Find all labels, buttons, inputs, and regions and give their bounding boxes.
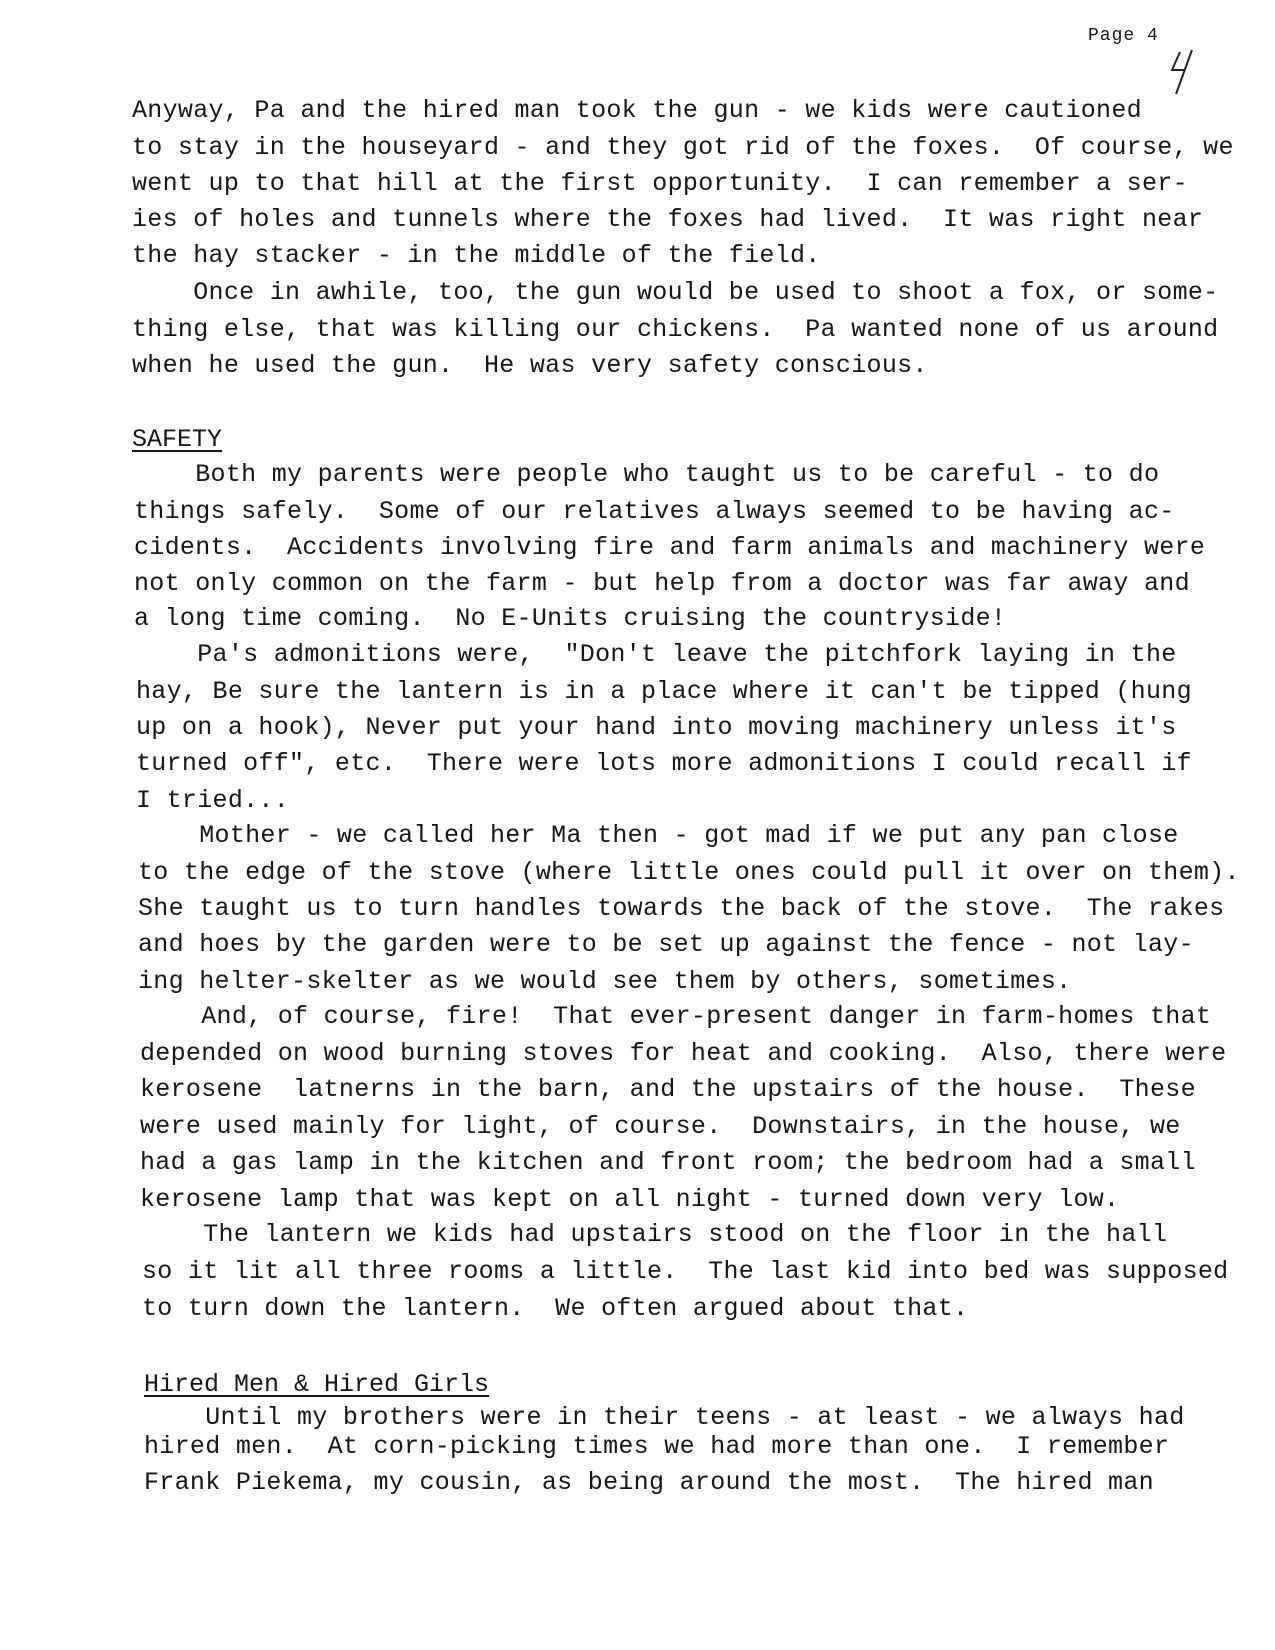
page-number: Page 4 xyxy=(1088,26,1159,46)
body-line: Once in awhile, too, the gun would be used to shoot a fox, or some- xyxy=(132,278,1219,307)
body-line: went up to that hill at the first opportunity. I can remember a ser- xyxy=(132,169,1188,198)
body-line: kerosene latnerns in the barn, and the upstairs of the house. These xyxy=(140,1075,1196,1104)
body-line: Pa's admonitions were, "Don't leave the pitchfork laying in the xyxy=(136,640,1177,669)
body-line: to turn down the lantern. We often argued about that. xyxy=(142,1294,969,1323)
body-line: The lantern we kids had upstairs stood on the floor in the hall xyxy=(142,1220,1168,1249)
body-line: kerosene lamp that was kept on all night - turned down very low. xyxy=(140,1185,1120,1214)
section-heading-hired: Hired Men & Hired Girls xyxy=(144,1370,490,1399)
body-line: up on a hook), Never put your hand into moving machinery unless it's xyxy=(136,713,1177,742)
body-line: when he used the gun. He was very safety conscious. xyxy=(132,351,928,380)
body-line: I tried... xyxy=(136,786,290,815)
body-line: things safely. Some of our relatives always seemed to be having ac- xyxy=(134,497,1175,526)
body-line: Both my parents were people who taught us to be careful - to do xyxy=(134,460,1160,489)
body-line: not only common on the farm - but help from a doctor was far away and xyxy=(134,569,1190,598)
body-line: depended on wood burning stoves for heat and cooking. Also, there were xyxy=(140,1039,1227,1068)
body-line: Until my brothers were in their teens - at least - we always had xyxy=(144,1403,1185,1432)
body-line: Mother - we called her Ma then - got mad if we put any pan close xyxy=(138,821,1179,850)
body-line: were used mainly for light, of course. Downstairs, in the house, we xyxy=(140,1112,1181,1141)
body-line: Frank Piekema, my cousin, as being around the most. The hired man xyxy=(144,1468,1154,1497)
body-line: had a gas lamp in the kitchen and front room; the bedroom had a small xyxy=(140,1148,1196,1177)
body-line: to the edge of the stove (where little ones could pull it over on them). xyxy=(138,858,1240,887)
body-line: She taught us to turn handles towards the back of the stove. The rakes xyxy=(138,894,1225,923)
body-line: a long time coming. No E-Units cruising the countryside! xyxy=(134,604,1007,633)
body-line: and hoes by the garden were to be set up against the fence - not lay- xyxy=(138,930,1194,959)
body-line: to stay in the houseyard - and they got rid of the foxes. Of course, we xyxy=(132,133,1234,162)
body-line: the hay stacker - in the middle of the field. xyxy=(132,241,821,270)
body-line: ing helter-skelter as we would see them by others, sometimes. xyxy=(138,967,1072,996)
body-line: thing else, that was killing our chickens. Pa wanted none of us around xyxy=(132,315,1219,344)
body-line: hay, Be sure the lantern is in a place where it can't be tipped (hung xyxy=(136,677,1192,706)
body-line: cidents. Accidents involving fire and farm animals and machinery were xyxy=(134,533,1206,562)
handwritten-page-number xyxy=(1166,48,1196,98)
body-line: And, of course, fire! That ever-present danger in farm-homes that xyxy=(140,1002,1212,1031)
section-heading-safety: SAFETY xyxy=(132,425,223,454)
body-line: Anyway, Pa and the hired man took the gun - we kids were cautioned xyxy=(132,96,1142,125)
body-line: hired men. At corn-picking times we had more than one. I remember xyxy=(144,1432,1170,1461)
body-line: so it lit all three rooms a little. The last kid into bed was supposed xyxy=(142,1257,1229,1286)
body-line: ies of holes and tunnels where the foxes had lived. It was right near xyxy=(132,205,1204,234)
body-line: turned off", etc. There were lots more admonitions I could recall if xyxy=(136,749,1192,778)
